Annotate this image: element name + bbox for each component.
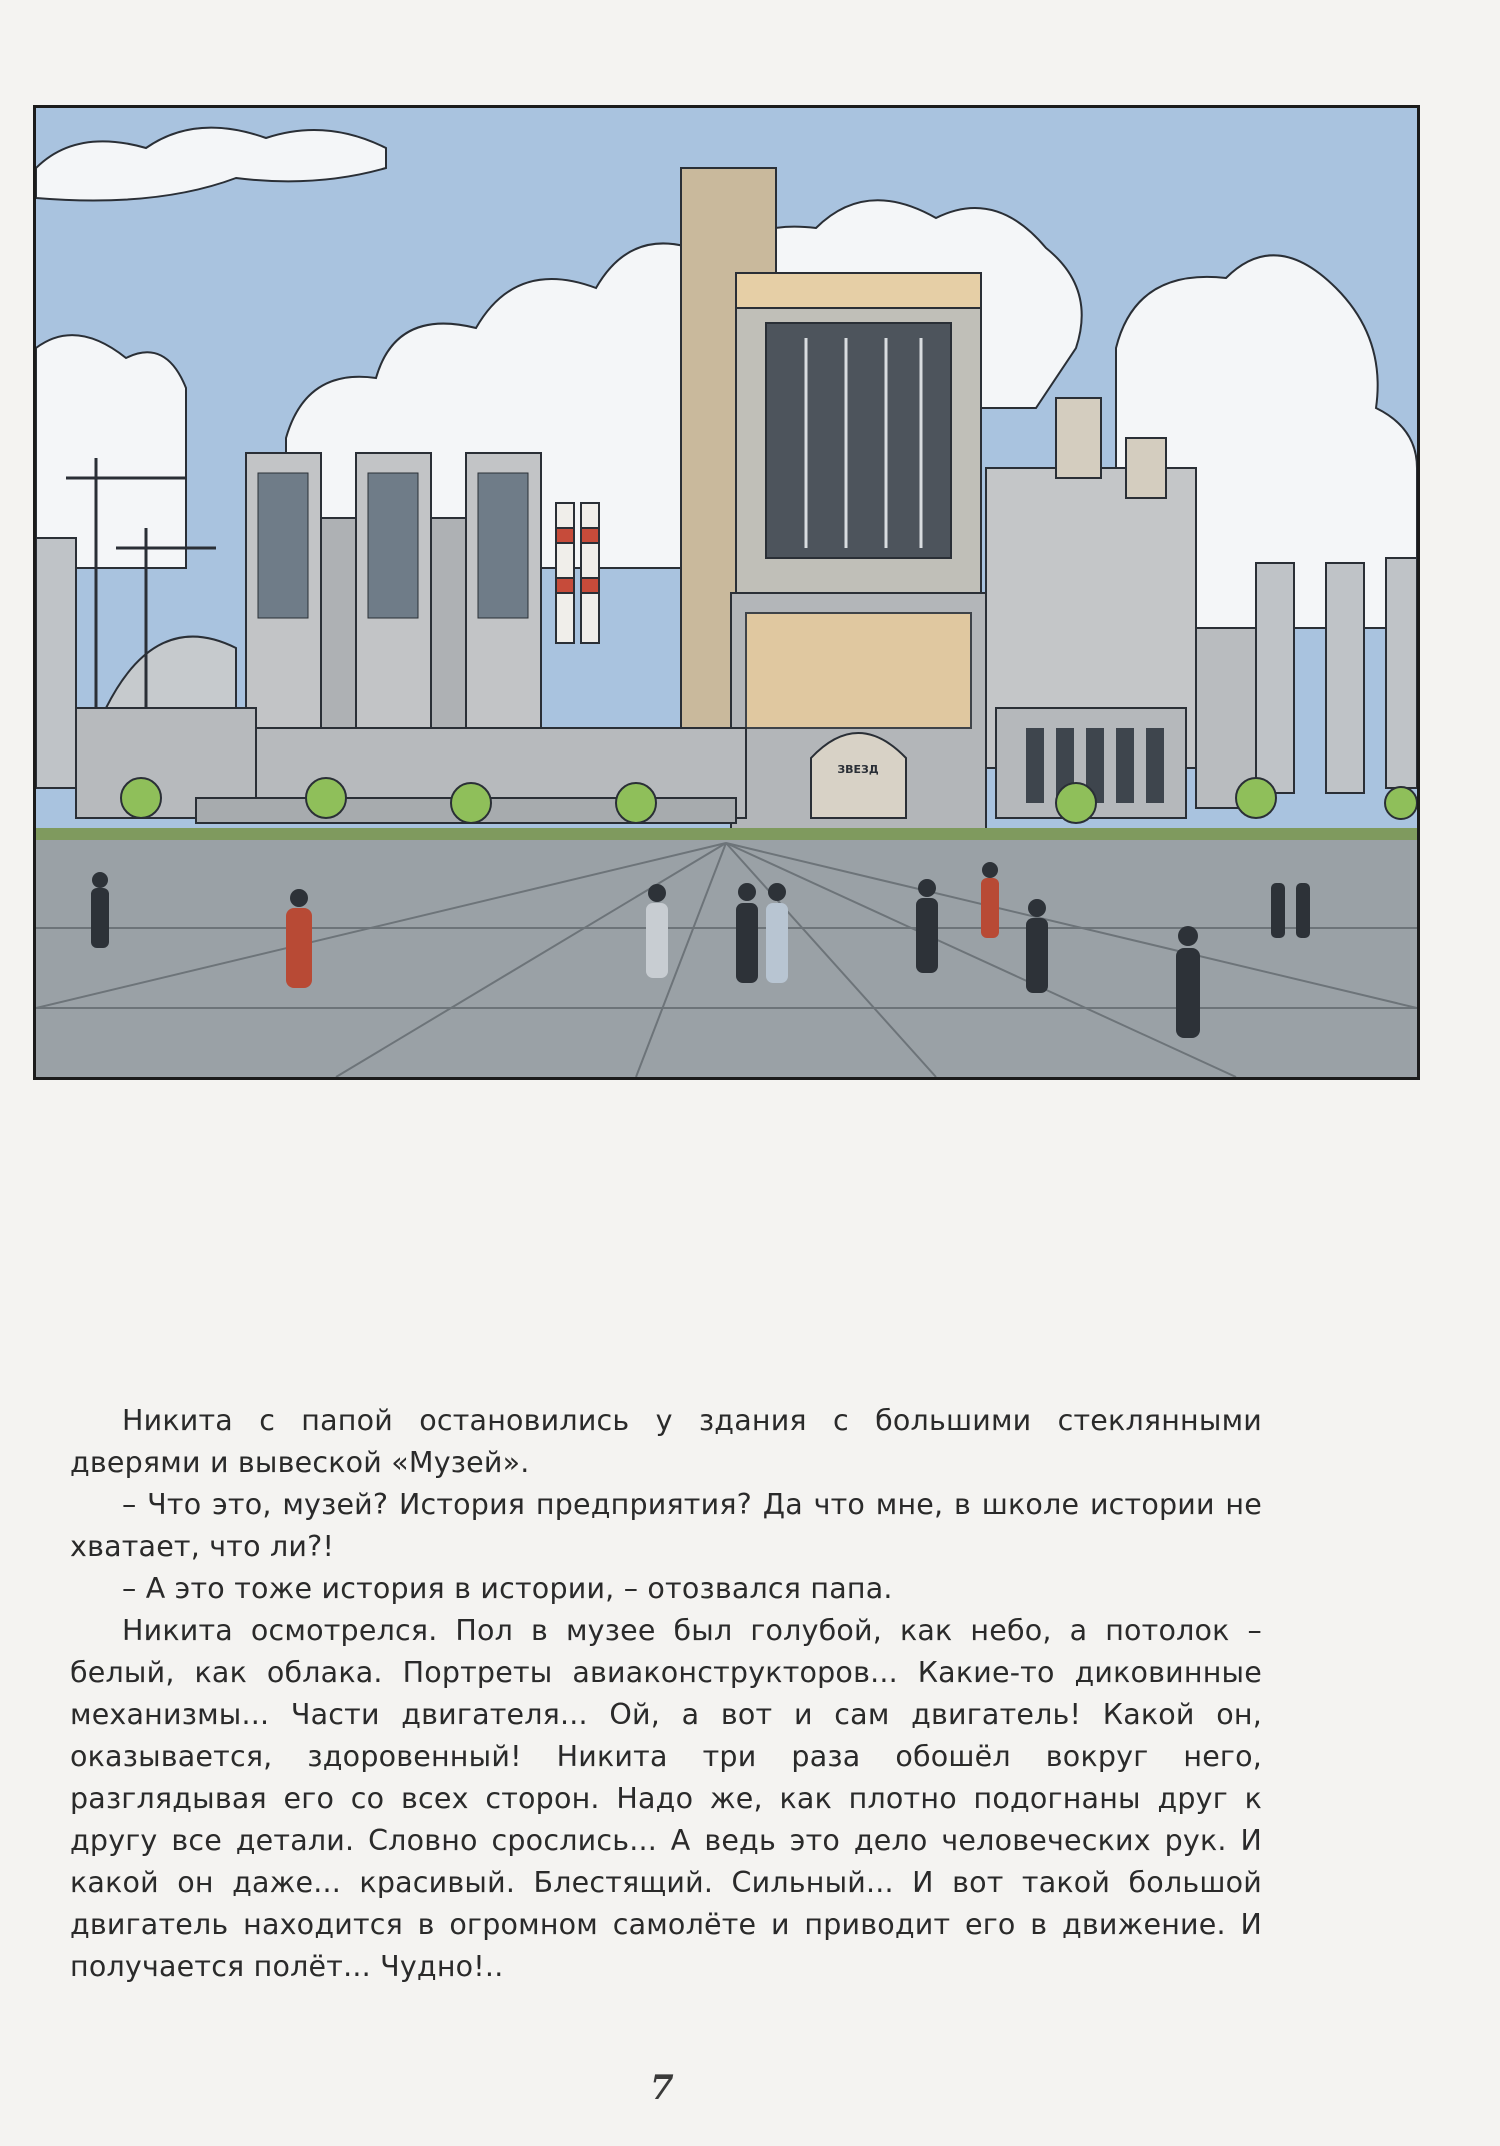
story-paragraph: Никита с папой остановились у здания с большими стеклянными дверями и вывеской «Музей». xyxy=(70,1404,1262,1479)
factory-scene xyxy=(36,108,1417,1077)
page-number: 7 xyxy=(650,2068,674,2108)
story-paragraph: – Что это, музей? История предприятия? Да что мне, в школе истории не хватает, что ли?! xyxy=(70,1488,1262,1563)
story-paragraph: – А это тоже история в истории, – отозвался папа. xyxy=(122,1572,893,1605)
factory-sign: ЗВЕЗД xyxy=(837,763,879,776)
story-paragraph: Никита осмотрелся. Пол в музее был голубой, как небо, а потолок – белый, как облака. Портреты авиаконструкторов... Какие-то диковинные механизмы... Части двигателя... Ой, а вот и сам двигатель! Какой он, оказывается, здоровенный! Никита три раза обошёл вокруг него, разглядывая его со всех сторон. Надо же, как плотно подогнаны друг к другу все детали. Словно срослись... А ведь это дело человеческих рук. И какой он даже... красивый. Блестящий. Сильный... И вот такой большой двигатель находится в огромном самолёте и приводит его в движение. И получается полёт... Чудно!.. xyxy=(70,1614,1262,1983)
story-text xyxy=(70,1400,1262,1988)
factory-illustration xyxy=(33,105,1420,1080)
